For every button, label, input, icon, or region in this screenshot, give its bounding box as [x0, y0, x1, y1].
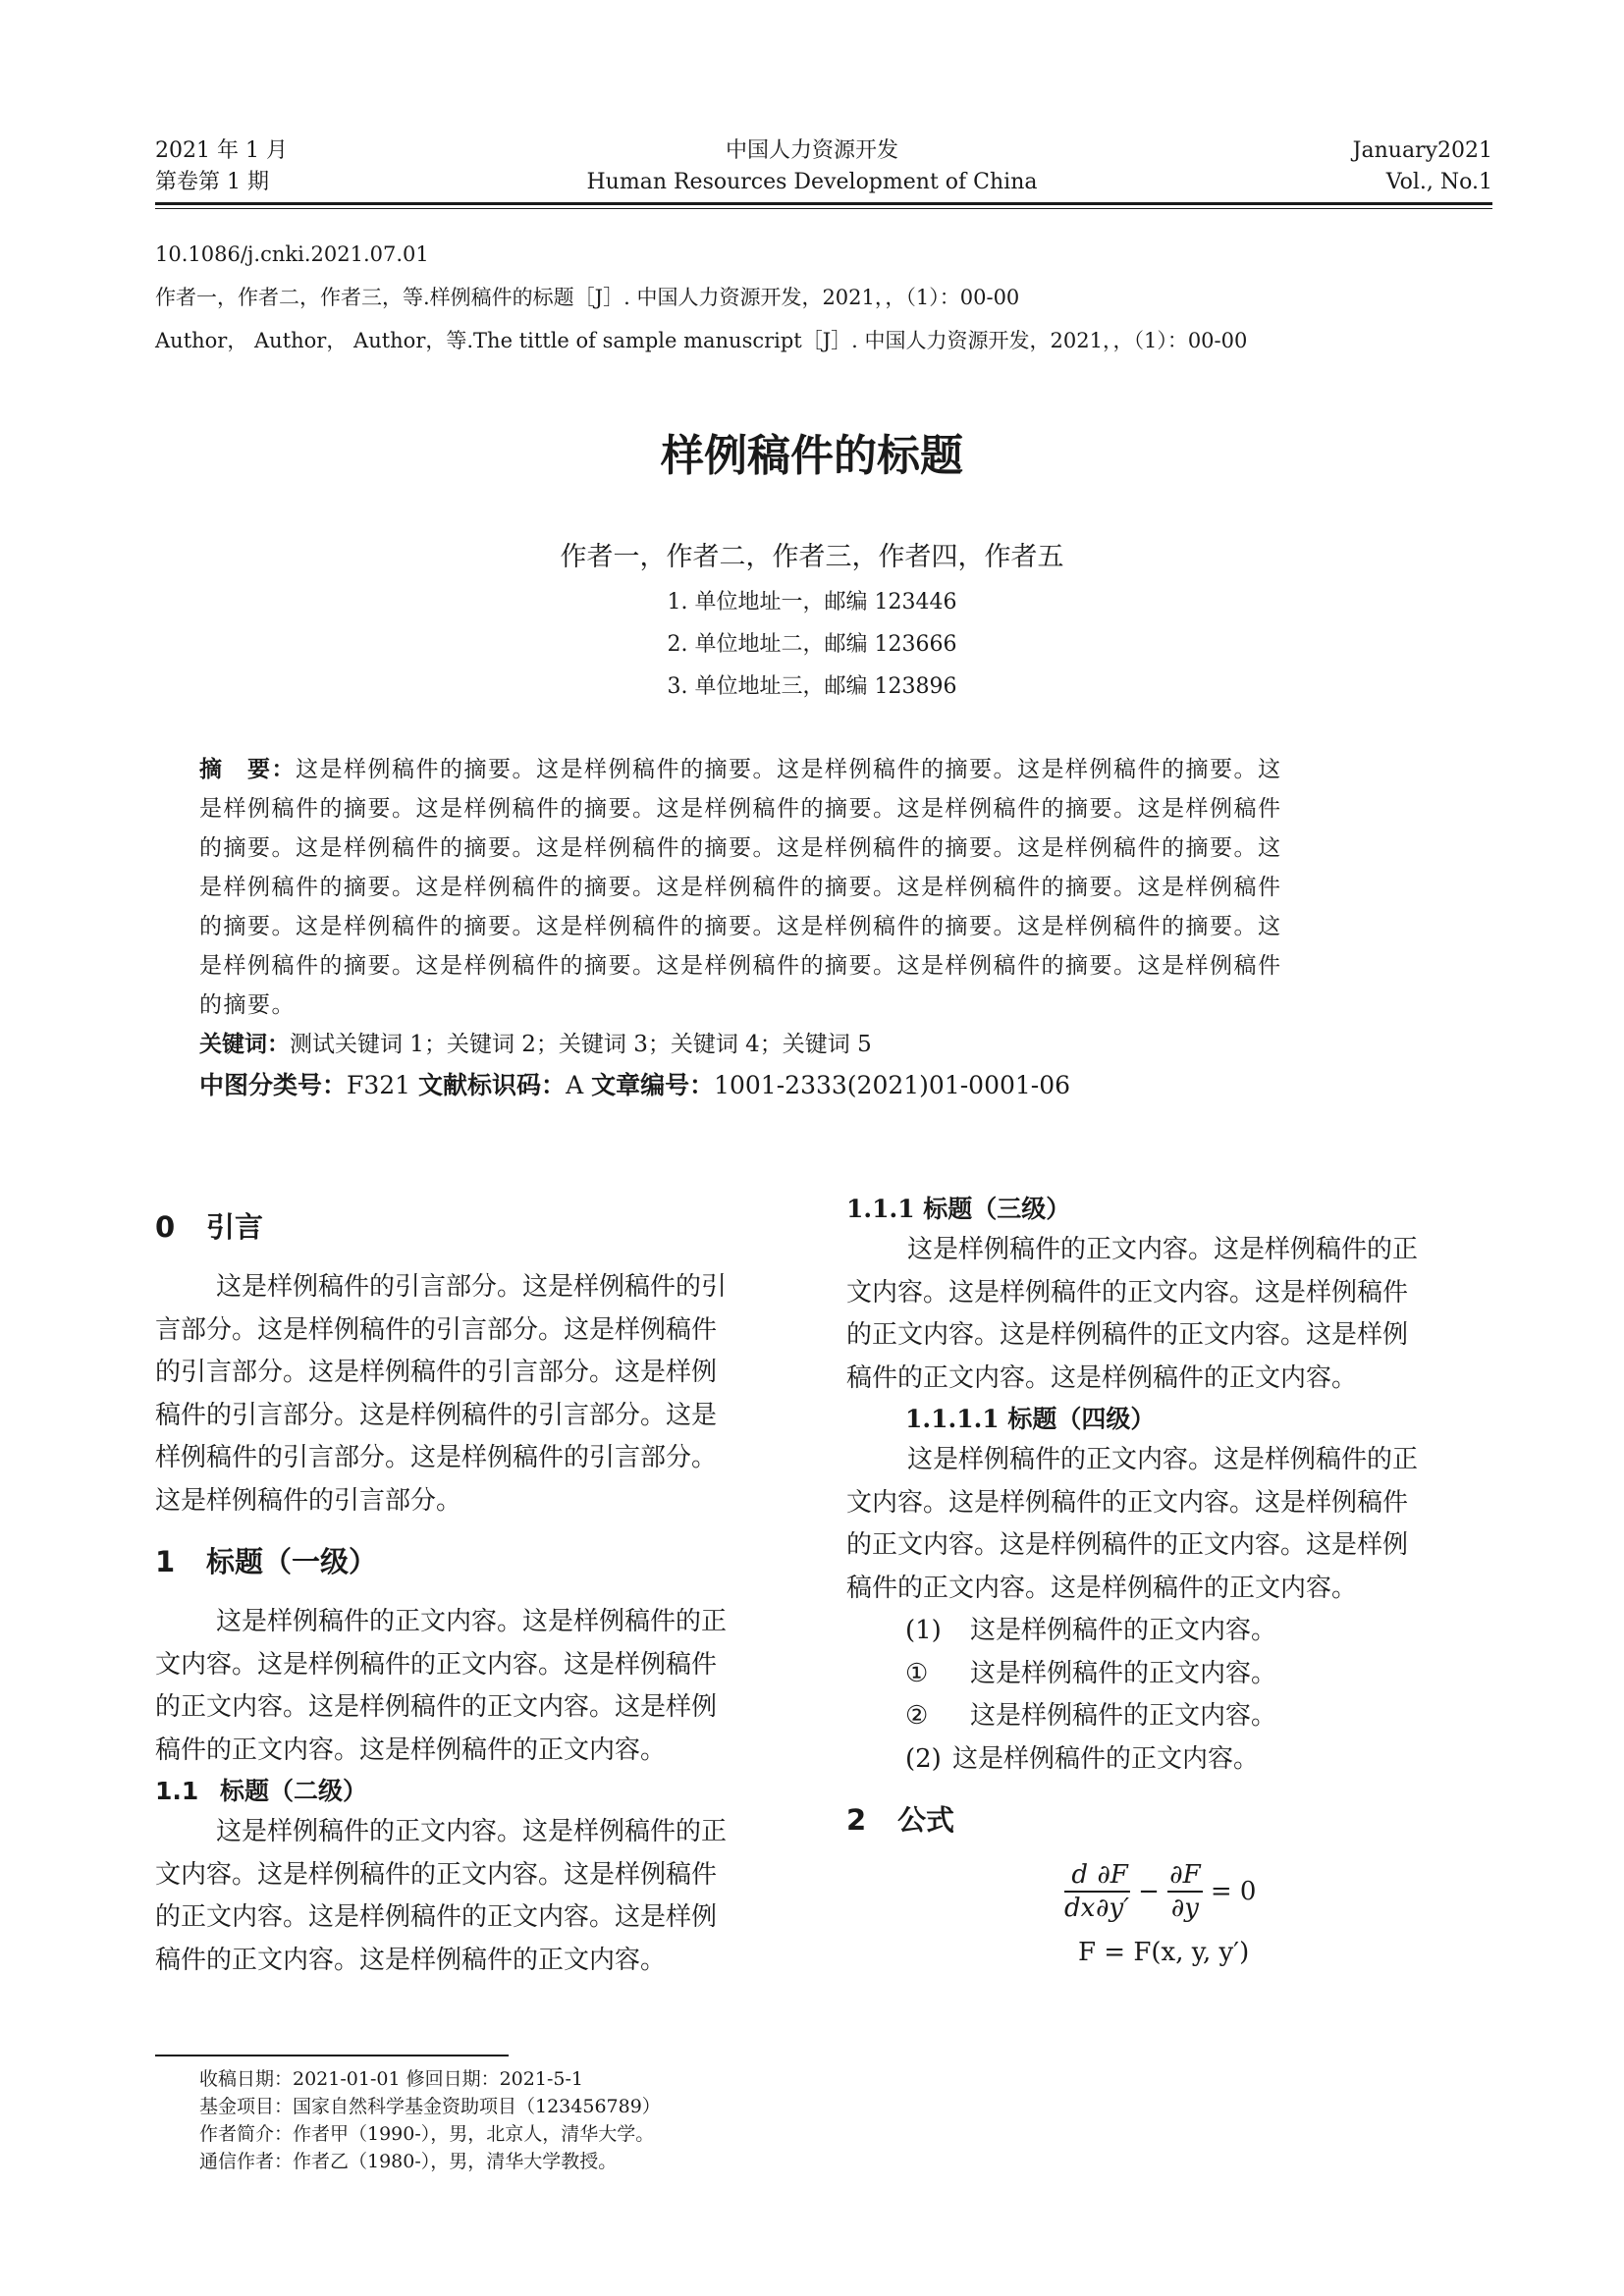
- text-line: 的正文内容。这是样例稿件的正文内容。这是样例: [155, 1692, 718, 1722]
- clc-value: F321: [347, 1071, 411, 1099]
- list-item: ② 这是样例稿件的正文内容。: [905, 1701, 1277, 1731]
- section-heading: 1 标题（一级）: [155, 1545, 378, 1578]
- right-column: [846, 1190, 1481, 1967]
- level4-heading: 1.1.1.1 标题（四级）: [905, 1405, 1156, 1433]
- text-line: 稿件的引言部分。这是样例稿件的引言部分。这是: [155, 1400, 718, 1430]
- abstract-label: 摘 要：: [199, 757, 296, 782]
- fraction: $\frac{\partial F}{\partial y}$: [1169, 1860, 1201, 1923]
- affiliation-3: 3. 单位地址三，邮编 123896: [667, 674, 957, 699]
- fraction: $\frac{\partial F}{\partial y'}$: [1096, 1860, 1130, 1923]
- text-line: 这是样例稿件的正文内容。这是样例稿件的正: [907, 1445, 1419, 1474]
- classification: [199, 1066, 1436, 1105]
- subsubsection-heading: 1.1.1 标题（三级）: [846, 1195, 1071, 1223]
- subsection-heading: 1.1 标题（二级）: [155, 1777, 368, 1805]
- list-item: (2) 这是样例稿件的正文内容。: [905, 1743, 1260, 1774]
- citation-cn: 作者一，作者二，作者三，等.样例稿件的标题［J］. 中国人力资源开发，2021，，（1）：00-00: [155, 286, 1020, 309]
- journal-name-cn: 中国人力资源开发: [725, 138, 898, 163]
- header-volume: Vol., No.1: [1385, 170, 1492, 194]
- header-rule-thick: [155, 202, 1492, 205]
- text-line: 文内容。这是样例稿件的正文内容。这是样例稿件: [155, 1859, 718, 1890]
- text-line: 样例稿件的引言部分。这是样例稿件的引言部分。: [155, 1443, 718, 1472]
- header-date-en: January2021: [1352, 138, 1492, 163]
- clc-label: 中图分类号：: [199, 1071, 348, 1099]
- header-issue: 第卷第 1 期: [155, 170, 269, 194]
- text-line: 这是样例稿件的引言部分。: [155, 1485, 462, 1516]
- paper-title: 样例稿件的标题: [661, 431, 963, 481]
- article-number-value: 1001-2333(2021)01-0001-06: [714, 1071, 1071, 1099]
- abstract-text: 这是样例稿件的摘要。这是样例稿件的摘要。这是样例稿件的摘要。这是样例稿件的摘要。这: [296, 757, 1282, 782]
- keywords-value: 测试关键词 1；关键词 2；关键词 3；关键词 4；关键词 5: [290, 1032, 872, 1057]
- text-line: 稿件的正文内容。这是样例稿件的正文内容。: [155, 1945, 667, 1975]
- citation-en: Author， Author， Author，等.The tittle of sample manuscript［J］. 中国人力资源开发，2021，，（1）：00-00: [155, 329, 1248, 352]
- equation-2: F = F(x, y, y′): [1078, 1938, 1250, 1967]
- footnotes: [199, 2065, 661, 2175]
- footnote-dates: 收稿日期：2021-01-01 修回日期：2021-5-1: [199, 2068, 583, 2090]
- paragraph: [155, 1811, 789, 1982]
- equals-zero: = 0: [1210, 1877, 1257, 1906]
- affiliation-2: 2. 单位地址二，邮编 123666: [667, 632, 957, 657]
- equation-1: [846, 1859, 1481, 1932]
- text-line: 这是样例稿件的引言部分。这是样例稿件的引: [216, 1272, 728, 1302]
- text-line: 言部分。这是样例稿件的引言部分。这是样例稿件: [155, 1314, 718, 1345]
- author-list: 作者一，作者二，作者三，作者四，作者五: [560, 542, 1064, 572]
- footnote-rule: [155, 2055, 509, 2056]
- text-line: 稿件的正文内容。这是样例稿件的正文内容。: [155, 1735, 667, 1765]
- text-line: 的正文内容。这是样例稿件的正文内容。这是样例: [155, 1902, 718, 1932]
- doi: 10.1086/j.cnki.2021.07.01: [155, 242, 429, 266]
- abstract: [199, 750, 1436, 1025]
- abstract-line: 是样例稿件的摘要。这是样例稿件的摘要。这是样例稿件的摘要。这是样例稿件的摘要。这是样例稿件: [199, 875, 1282, 900]
- section-heading: 2 公式: [846, 1803, 955, 1837]
- doc-code-label: 文献标识码：: [418, 1071, 567, 1099]
- header-date: 2021 年 1 月: [155, 138, 288, 163]
- list-item: (1) 这是样例稿件的正文内容。: [905, 1616, 1277, 1645]
- list-item: ① 这是样例稿件的正文内容。: [905, 1658, 1277, 1688]
- abstract-line: 的摘要。这是样例稿件的摘要。这是样例稿件的摘要。这是样例稿件的摘要。这是样例稿件的摘要。这: [199, 835, 1282, 861]
- text-line: 的正文内容。这是样例稿件的正文内容。这是样例: [846, 1320, 1409, 1350]
- doc-code-value: A: [566, 1071, 584, 1099]
- affiliation-1: 1. 单位地址一，邮编 123446: [667, 590, 957, 614]
- paragraph: [846, 1439, 1481, 1610]
- text-line: 文内容。这是样例稿件的正文内容。这是样例稿件: [846, 1277, 1409, 1308]
- header-rule-thin: [155, 208, 1492, 209]
- footnote-corresponding: 通信作者：作者乙（1980-），男，清华大学教授。: [199, 2151, 618, 2172]
- section-heading: 0 引言: [155, 1210, 264, 1244]
- header-right: [1353, 135, 1492, 198]
- list: [846, 1610, 1481, 1781]
- paragraph: [155, 1601, 789, 1772]
- abstract-line: [199, 750, 1436, 789]
- abstract-line: 是样例稿件的摘要。这是样例稿件的摘要。这是样例稿件的摘要。这是样例稿件的摘要。这是样例稿件: [199, 953, 1282, 979]
- paragraph: [155, 1266, 789, 1522]
- left-column: [155, 1205, 789, 1982]
- keywords: [199, 1025, 1436, 1064]
- abstract-line: 是样例稿件的摘要。这是样例稿件的摘要。这是样例稿件的摘要。这是样例稿件的摘要。这是样例稿件: [199, 796, 1282, 822]
- text-line: 这是样例稿件的正文内容。这是样例稿件的正: [907, 1235, 1419, 1264]
- footnote-author-bio: 作者简介：作者甲（1990-），男，北京人，清华大学。: [199, 2123, 655, 2145]
- fraction: $\frac{d}{dx}$: [1064, 1860, 1096, 1923]
- paragraph: [846, 1229, 1481, 1400]
- journal-name-en: Human Resources Development of China: [586, 170, 1038, 194]
- abstract-line: 的摘要。: [199, 992, 296, 1018]
- text-line: 这是样例稿件的正文内容。这是样例稿件的正: [216, 1607, 728, 1636]
- text-line: 的引言部分。这是样例稿件的引言部分。这是样例: [155, 1358, 718, 1387]
- text-line: 的正文内容。这是样例稿件的正文内容。这是样例: [846, 1530, 1409, 1560]
- keywords-label: 关键词：: [199, 1032, 290, 1057]
- text-line: 文内容。这是样例稿件的正文内容。这是样例稿件: [155, 1649, 718, 1680]
- article-number-label: 文章编号：: [591, 1071, 715, 1099]
- text-line: 这是样例稿件的正文内容。这是样例稿件的正: [216, 1817, 728, 1846]
- footnote-funding: 基金项目：国家自然科学基金资助项目（123456789）: [199, 2096, 661, 2117]
- text-line: 稿件的正文内容。这是样例稿件的正文内容。: [846, 1573, 1358, 1603]
- abstract-line: 的摘要。这是样例稿件的摘要。这是样例稿件的摘要。这是样例稿件的摘要。这是样例稿件的摘要。这: [199, 914, 1282, 939]
- text-line: 稿件的正文内容。这是样例稿件的正文内容。: [846, 1362, 1358, 1393]
- text-line: 文内容。这是样例稿件的正文内容。这是样例稿件: [846, 1487, 1409, 1518]
- minus-sign: −: [1138, 1877, 1160, 1906]
